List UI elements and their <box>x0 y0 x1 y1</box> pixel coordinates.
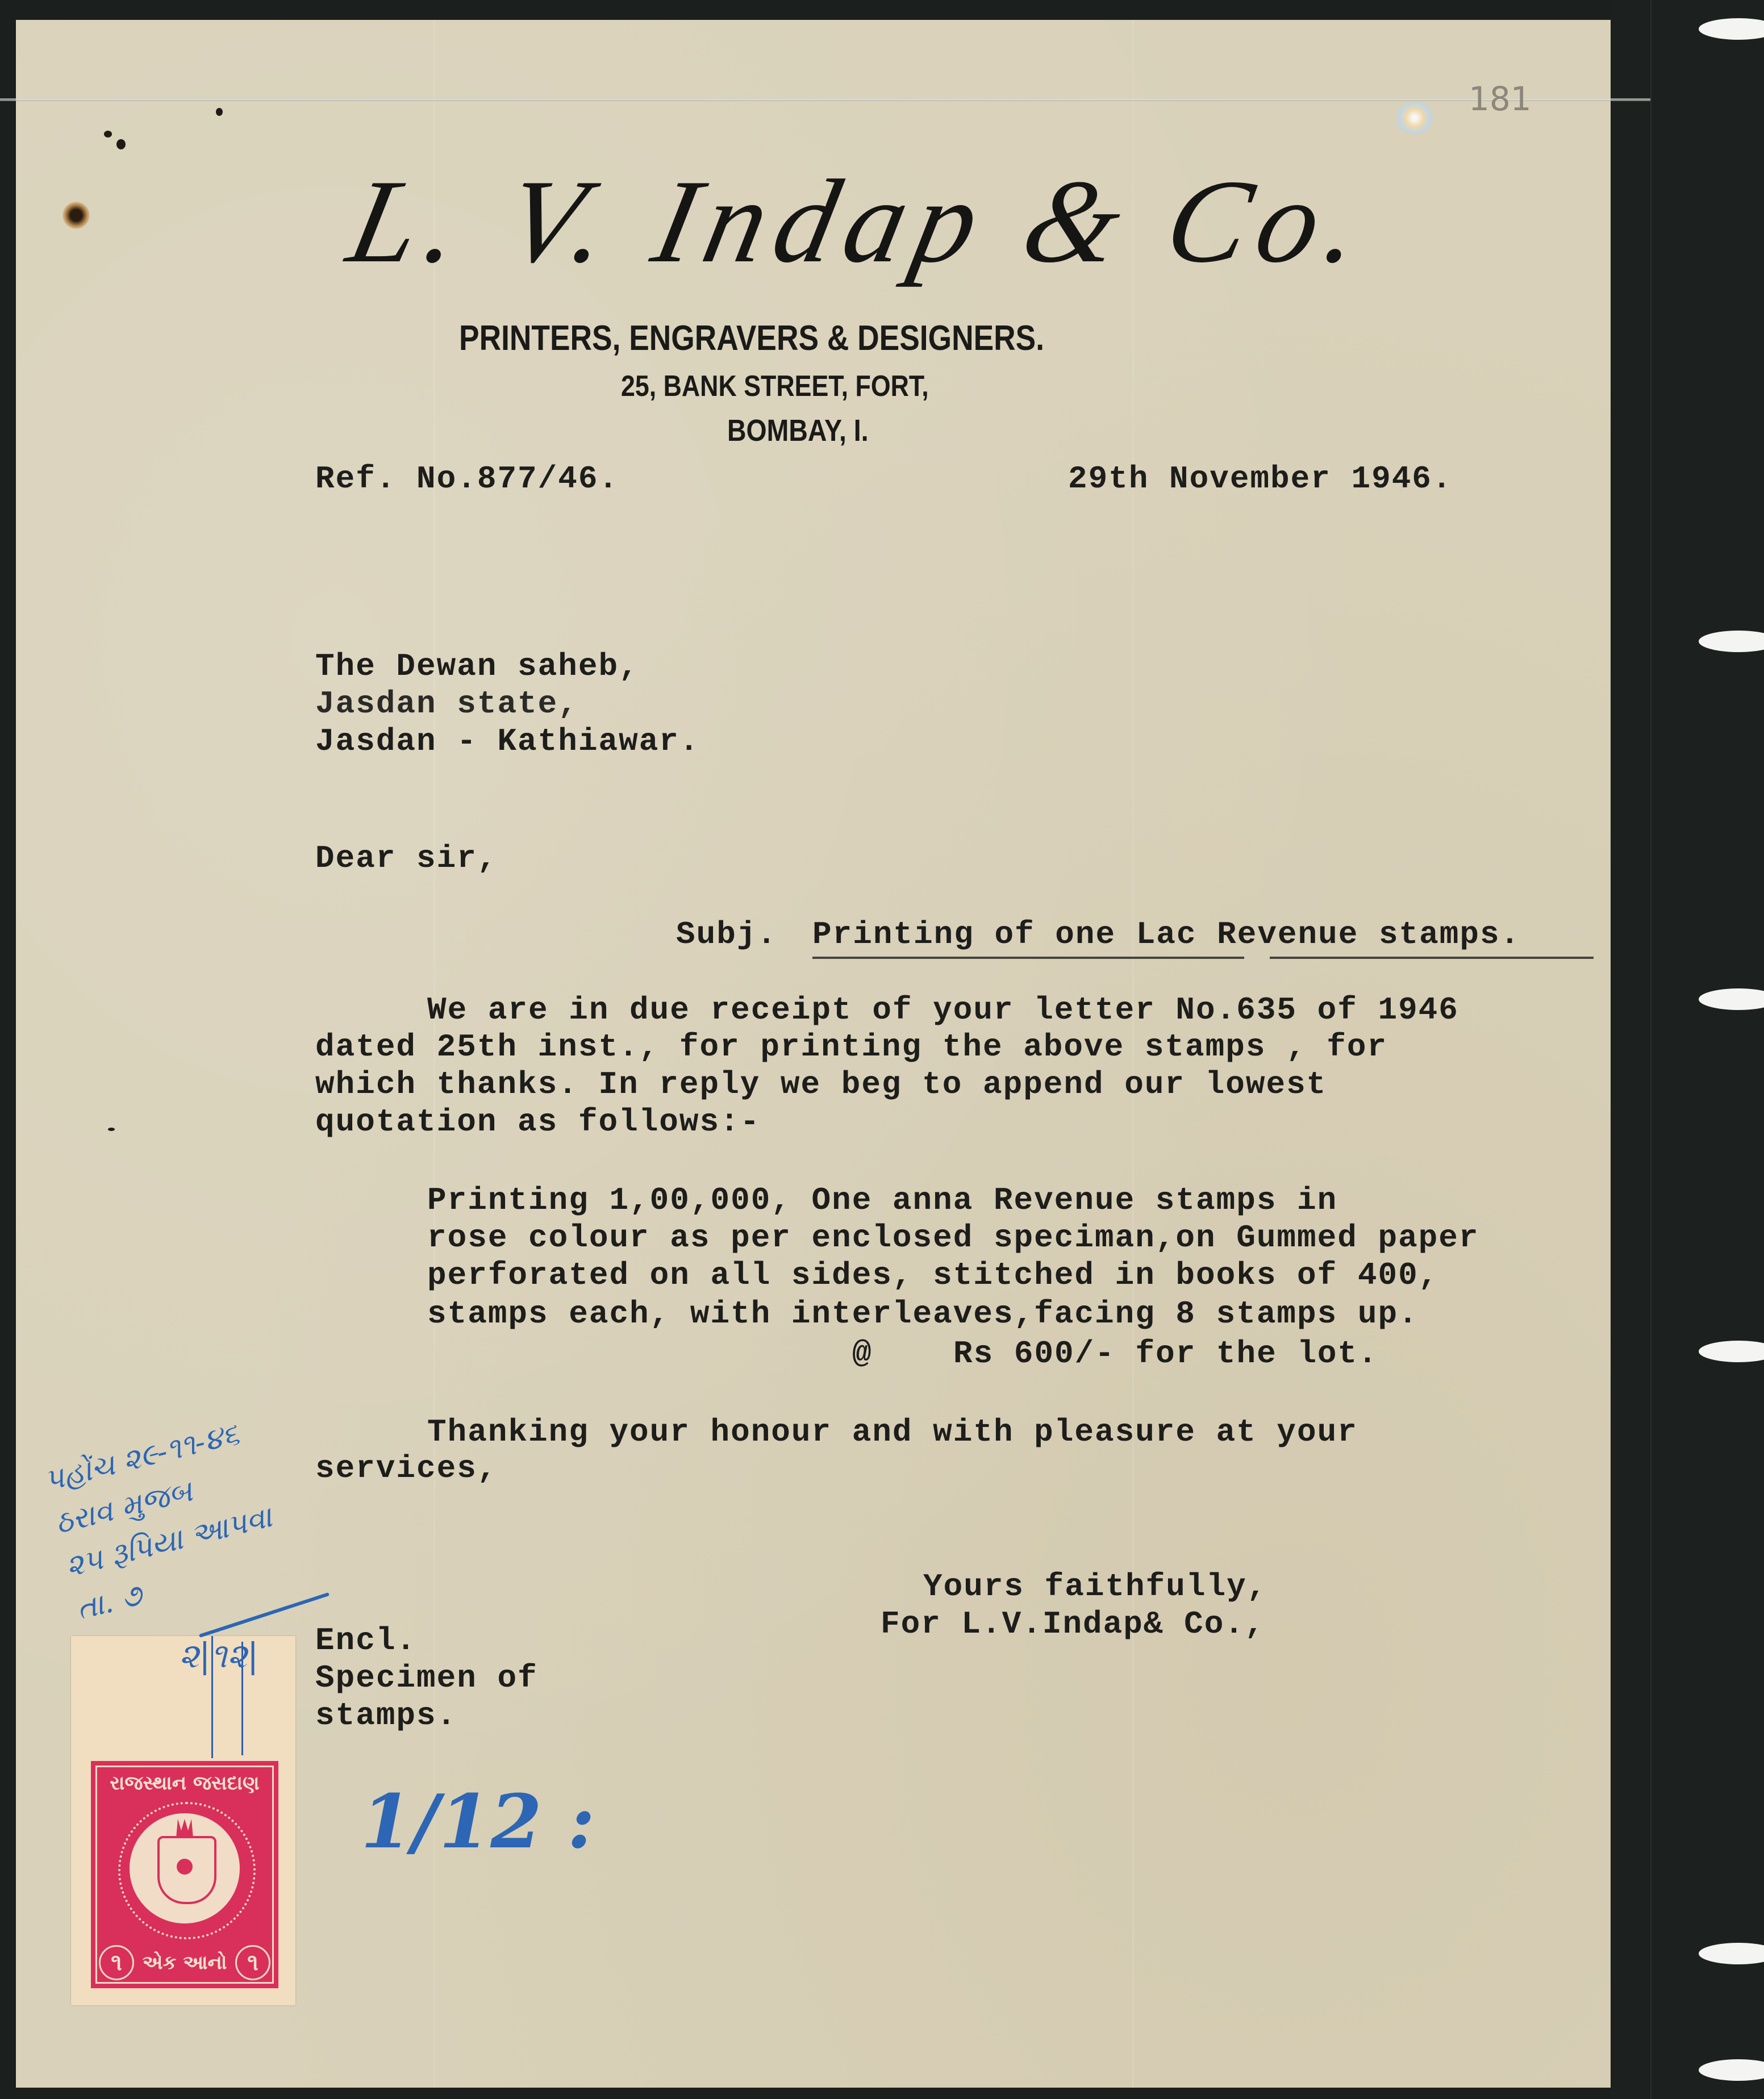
specimen-revenue-stamp <box>91 1761 278 1988</box>
ink-spot <box>108 1128 115 1131</box>
company-logo-script: L. V. Indap & Co. <box>338 156 1383 287</box>
handwritten-margin-note: પહોંચ ૨૯-૧૧-૪૬ ઠરાવ મુજબ ૨૫ રૂપિયા આપવા તા. ૭ <box>41 1416 276 1627</box>
archive-number: 181 <box>1469 80 1532 118</box>
enclosure-line-2: Specimen of <box>315 1660 538 1696</box>
reference-number: Ref. No.877/46. <box>315 461 619 497</box>
enclosure-line-3: stamps. <box>315 1697 457 1734</box>
letterhead-tagline: PRINTERS, ENGRAVERS & DESIGNERS. <box>459 319 1045 358</box>
subject-text: Printing of one Lac Revenue stamps. <box>812 916 1521 953</box>
film-strip <box>1611 0 1764 2099</box>
letterhead-address-line-1: 25, BANK STREET, FORT, <box>621 370 929 403</box>
enclosure-line-1: Encl. <box>315 1622 417 1659</box>
letter-date: 29th November 1946. <box>1068 461 1453 497</box>
price-line: @ Rs 600/- for the lot. <box>852 1336 1378 1372</box>
film-divider <box>1650 0 1652 2099</box>
quotation-line: stamps each, with interleaves,facing 8 stamps up. <box>427 1296 1419 1332</box>
quotation-line: Printing 1,00,000, One anna Revenue stamps in <box>427 1182 1338 1218</box>
stamp-value-left: ૧ <box>99 1945 134 1980</box>
closing-line-1: Yours faithfully, <box>923 1568 1267 1605</box>
body-line: quotation as follows:- <box>315 1104 761 1140</box>
ink-spot <box>116 139 126 149</box>
crest-crown-icon <box>176 1819 193 1838</box>
body-line: dated 25th inst., for printing the above stamps , for <box>315 1029 1388 1065</box>
letterhead-address-line-2: BOMBAY, I. <box>727 414 869 448</box>
closing-line-2: For L.V.Indap& Co., <box>881 1606 1265 1642</box>
body-line: which thanks. In reply we beg to append our lowest <box>315 1066 1327 1103</box>
closing-paragraph-line: services, <box>315 1450 498 1487</box>
recipient-line-1: The Dewan saheb, <box>315 648 639 685</box>
subject-underline <box>812 957 1244 959</box>
stamp-value-right: ૧ <box>235 1945 270 1980</box>
burn-spot <box>62 202 90 229</box>
stamp-top-text: રાજસ્થાન જસદાણ <box>110 1772 260 1795</box>
handwritten-date-note: 1/12 : <box>361 1778 595 1865</box>
closing-paragraph-line: Thanking your honour and with pleasure at your <box>427 1414 1358 1450</box>
subject-prefix: Subj. <box>676 916 778 953</box>
quotation-line: rose colour as per enclosed speciman,on Gummed paper <box>427 1220 1479 1256</box>
scanner-glass-line <box>0 98 1650 101</box>
handwritten-mount-note: ૨|૧૨| <box>179 1636 259 1676</box>
light-flare <box>1395 102 1434 133</box>
sun-emblem-icon <box>177 1859 193 1875</box>
stamp-bottom-text: એક આનો <box>142 1951 227 1974</box>
ink-spot <box>216 108 223 116</box>
ink-spot <box>104 131 112 137</box>
subject-underline <box>1270 957 1594 959</box>
salutation: Dear sir, <box>315 840 498 877</box>
body-line: We are in due receipt of your letter No.635 of 1946 <box>427 992 1459 1028</box>
recipient-line-2: Jasdan state, <box>315 686 578 722</box>
recipient-line-3: Jasdan - Kathiawar. <box>315 723 700 760</box>
quotation-line: perforated on all sides, stitched in books of 400, <box>427 1257 1439 1293</box>
